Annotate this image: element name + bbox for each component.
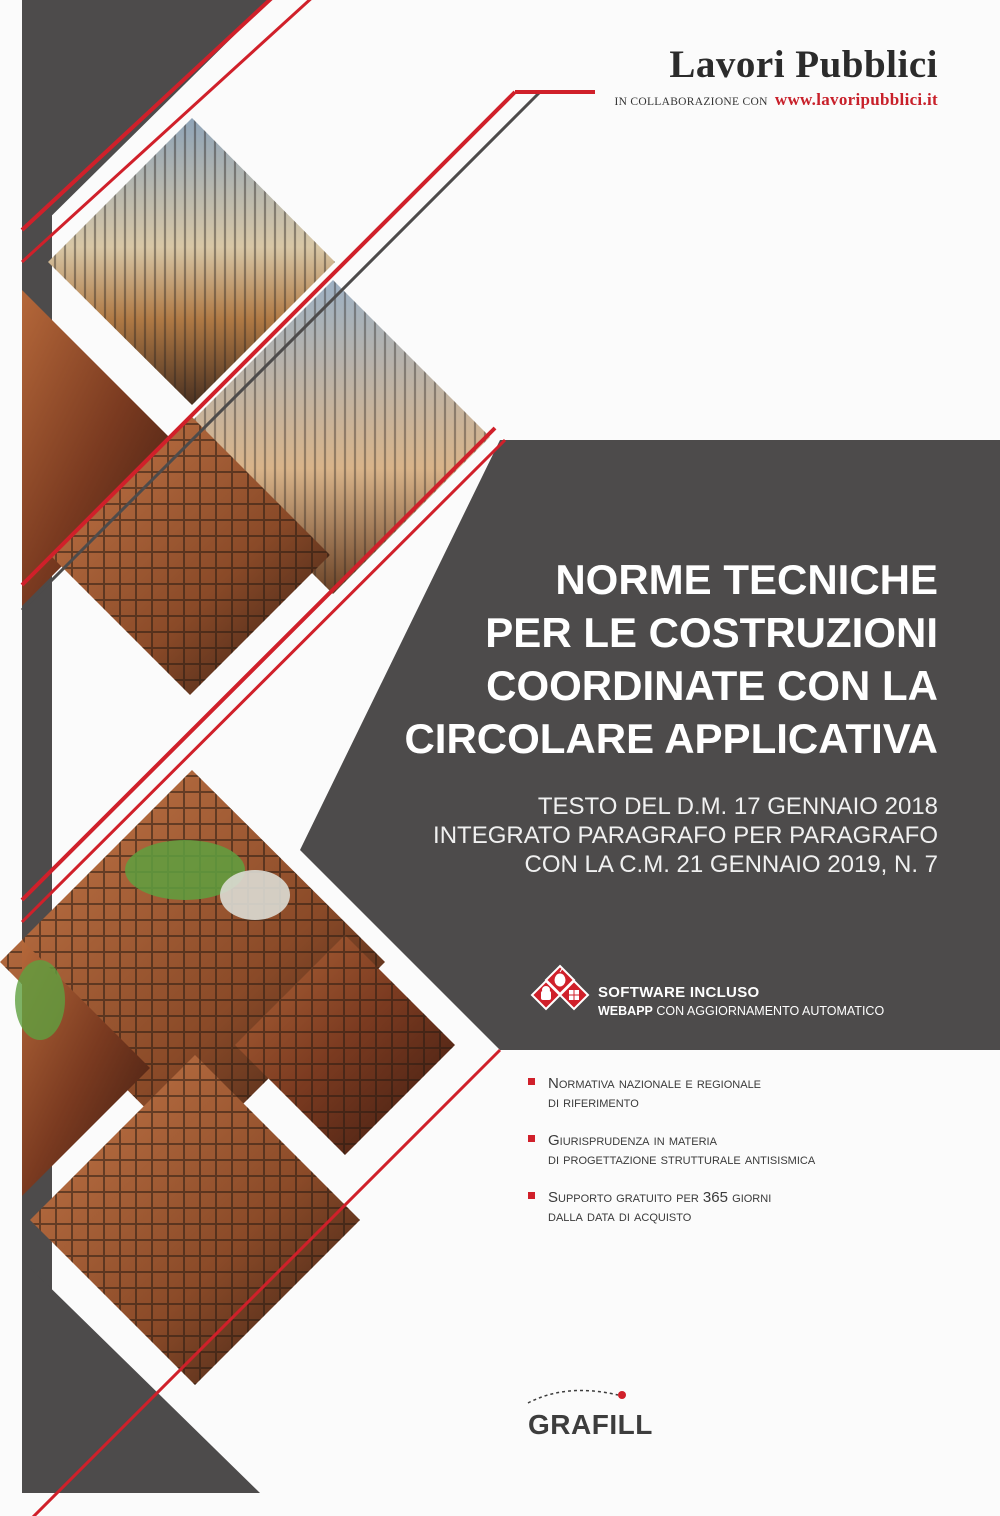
book-subtitle	[318, 792, 938, 879]
publisher-name: GRAFILL	[528, 1409, 653, 1440]
software-sub-rest: CON AGGIORNAMENTO AUTOMATICO	[656, 1004, 885, 1018]
brand-header	[614, 44, 938, 110]
title-line: COORDINATE CON LA	[486, 662, 938, 709]
platform-icons	[530, 964, 590, 1024]
feature-list	[528, 1074, 968, 1245]
brand-url[interactable]: www.lavoripubblici.it	[774, 90, 938, 109]
list-item	[528, 1131, 968, 1169]
list-item	[528, 1188, 968, 1226]
title-line: CIRCOLARE APPLICATIVA	[404, 715, 938, 762]
feature-line-1: Supporto gratuito per 365 giorni	[548, 1189, 772, 1206]
feature-line-1: Giurisprudenza in materia	[548, 1132, 717, 1149]
bullet-icon	[528, 1135, 535, 1142]
brand-collaboration	[614, 90, 938, 110]
title-line: PER LE COSTRUZIONI	[485, 609, 938, 656]
software-title: SOFTWARE INCLUSO	[598, 984, 760, 1001]
software-badge	[530, 964, 950, 1024]
brand-title: Lavori Pubblici	[669, 43, 938, 86]
feature-line-1: Normativa nazionale e regionale	[548, 1075, 762, 1092]
list-item	[528, 1074, 968, 1112]
software-subtitle	[598, 1004, 884, 1018]
publisher-swoosh-icon	[526, 1375, 656, 1411]
book-title	[318, 553, 938, 765]
feature-line-2: dalla data di acquisto	[548, 1208, 692, 1225]
feature-line-2: di progettazione strutturale antisismica	[548, 1151, 816, 1168]
feature-line-2: di riferimento	[548, 1094, 639, 1111]
title-line: NORME TECNICHE	[555, 556, 938, 603]
bullet-icon	[528, 1078, 535, 1085]
bullet-icon	[528, 1192, 535, 1199]
subtitle-line: CON LA C.M. 21 GENNAIO 2019, N. 7	[524, 851, 938, 878]
subtitle-line: INTEGRATO PARAGRAFO PER PARAGRAFO	[433, 822, 938, 849]
subtitle-line: TESTO DEL D.M. 17 GENNAIO 2018	[537, 793, 938, 820]
collab-text: IN COLLABORAZIONE CON	[614, 96, 768, 108]
publisher-logo	[526, 1375, 656, 1445]
software-sub-bold: WEBAPP	[598, 1004, 653, 1018]
